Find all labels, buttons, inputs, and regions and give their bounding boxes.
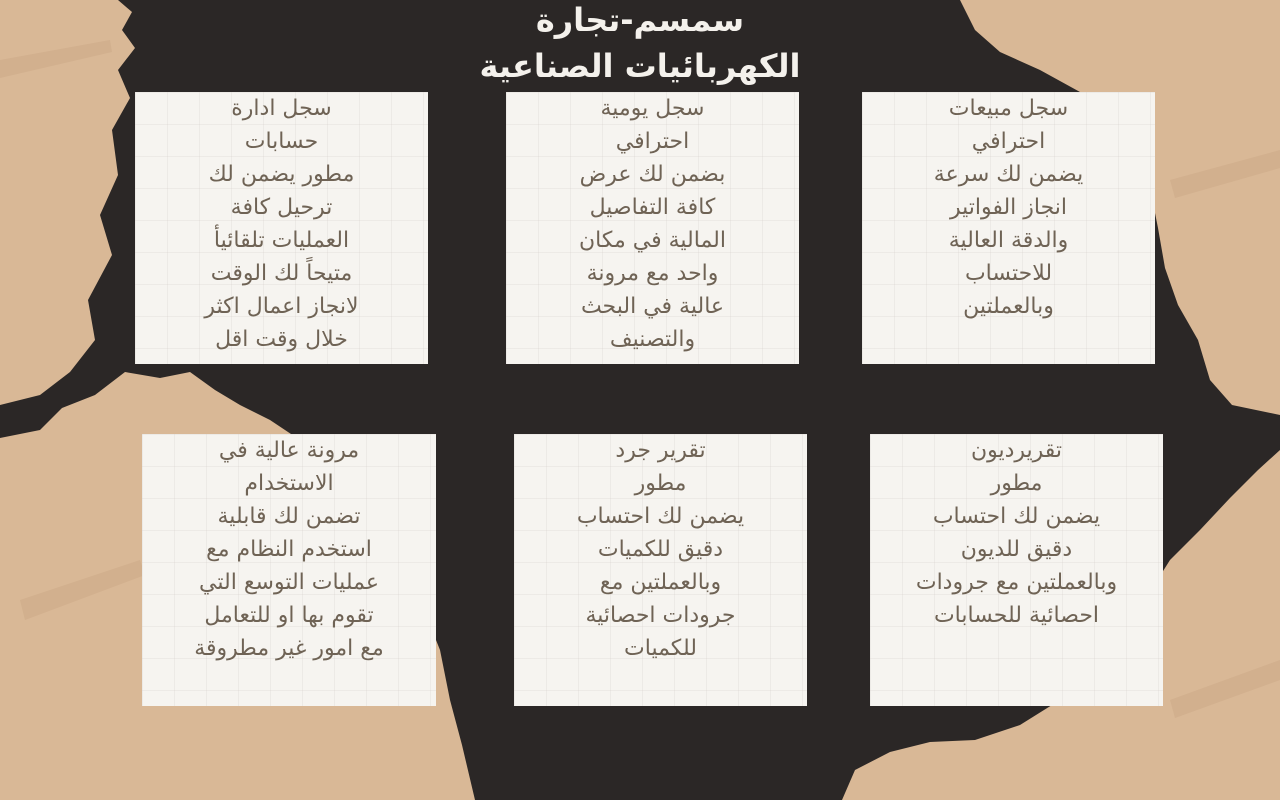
card-line: بضمن لك عرض <box>579 162 726 187</box>
card-line: ترحيل كافة <box>230 195 333 220</box>
card-line: احصائية للحسابات <box>933 603 1100 628</box>
card-line: وبالعملتين مع جرودات <box>915 570 1118 595</box>
card-line: واحد مع مرونة <box>586 261 719 286</box>
card-line: احترافي <box>615 129 690 154</box>
card-line: يضمن لك احتساب <box>932 504 1101 529</box>
card-line: يضمن لك احتساب <box>576 504 745 529</box>
feature-card-accounts-ledger <box>135 92 428 364</box>
page-title-line-1: سمسم-تجارة <box>535 1 745 39</box>
card-line: تقريرديون <box>970 438 1063 463</box>
card-line: وبالعملتين مع <box>599 570 722 595</box>
card-line: مطور <box>634 471 687 496</box>
card-line: انجاز الفواتير <box>949 195 1068 220</box>
card-line: خلال وقت اقل <box>215 327 348 352</box>
card-line: للكميات <box>624 636 697 661</box>
feature-card-sales-ledger <box>862 92 1155 364</box>
card-line: مع امور غير مطروقة <box>194 636 384 661</box>
card-line: مرونة عالية في <box>218 438 360 463</box>
card-line: لانجاز اعمال اكثر <box>204 294 359 319</box>
card-line: يضمن لك سرعة <box>933 162 1084 187</box>
card-line: وبالعملتين <box>963 294 1054 319</box>
card-line: والتصنيف <box>609 327 696 352</box>
card-line: مطور <box>990 471 1043 496</box>
card-line: عالية في البحث <box>580 294 725 319</box>
feature-card-debts-report <box>870 434 1163 706</box>
card-line: جرودات احصائية <box>585 603 736 628</box>
card-line: الاستخدام <box>244 471 334 496</box>
card-line: المالية في مكان <box>578 228 726 253</box>
card-line: تقوم بها او للتعامل <box>204 603 374 628</box>
card-line: عمليات التوسع التي <box>199 570 379 595</box>
card-line: سجل يومية <box>600 96 705 121</box>
card-line: للاحتساب <box>964 261 1053 286</box>
card-line: استخدم النظام مع <box>206 537 372 562</box>
card-line: دقيق للديون <box>960 537 1073 562</box>
card-line: متيحاً لك الوقت <box>210 261 353 286</box>
card-line: تضمن لك قابلية <box>217 504 361 529</box>
card-line: حسابات <box>244 129 319 154</box>
card-line: سجل ادارة <box>231 96 332 121</box>
feature-card-flexibility <box>142 434 436 706</box>
card-line: تقرير جرد <box>615 438 706 463</box>
card-line: مطور يضمن لك <box>208 162 355 187</box>
card-line: دقيق للكميات <box>597 537 724 562</box>
feature-card-daily-journal <box>506 92 799 364</box>
card-line: احترافي <box>971 129 1046 154</box>
card-line: العمليات تلقائيأ <box>213 228 350 253</box>
card-line: سجل مبيعات <box>948 96 1069 121</box>
page-title-line-2: الكهربائيات الصناعية <box>479 47 801 85</box>
card-line: كافة التفاصيل <box>589 195 716 220</box>
card-line: والدقة العالية <box>948 228 1069 253</box>
feature-card-inventory-report <box>514 434 807 706</box>
